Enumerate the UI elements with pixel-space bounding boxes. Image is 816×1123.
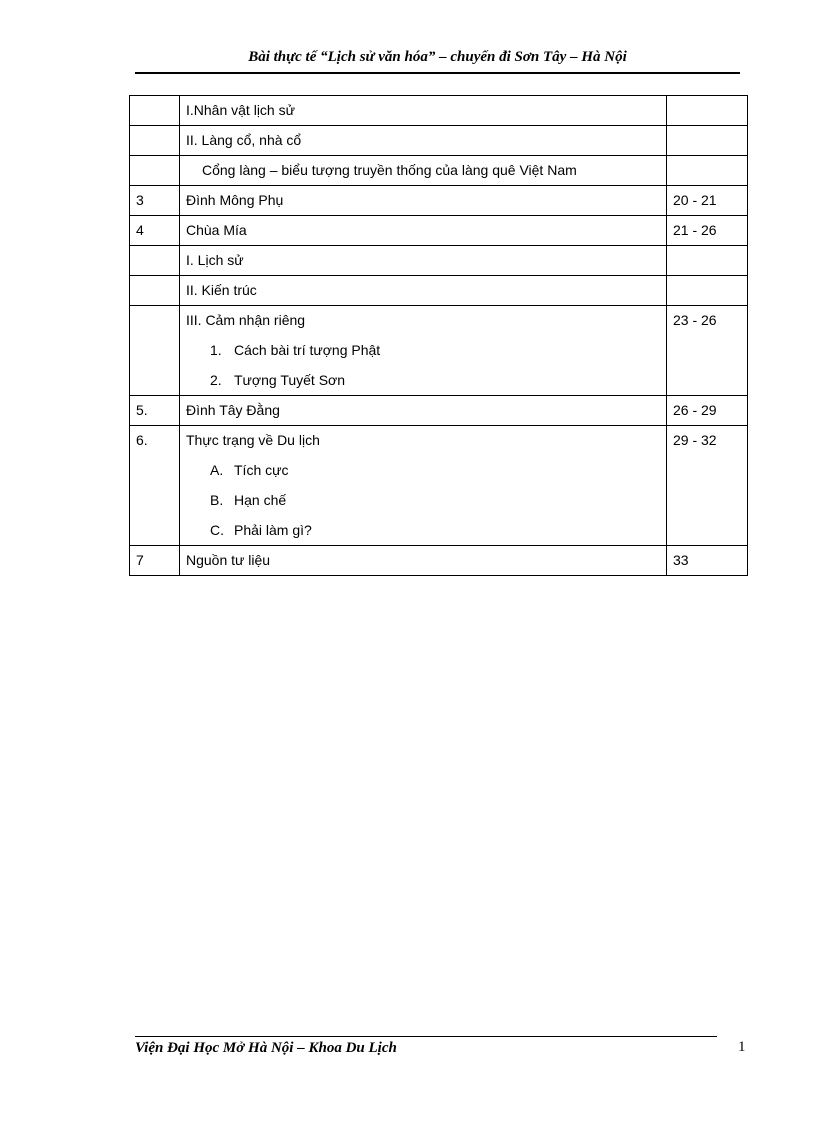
toc-number (130, 306, 180, 396)
toc-sub-mark: B. (210, 492, 224, 508)
toc-number: 4 (130, 216, 180, 246)
toc-pages: 23 - 26 (667, 306, 748, 396)
toc-title: II. Làng cổ, nhà cổ (180, 126, 667, 156)
toc-pages: 26 - 29 (667, 396, 748, 426)
toc-sub-mark: 1. (210, 342, 222, 358)
toc-number (130, 96, 180, 126)
toc-pages: 21 - 26 (667, 216, 748, 246)
toc-sub-text: Tượng Tuyết Sơn (234, 372, 346, 388)
table-row (130, 546, 748, 576)
toc-title (180, 426, 667, 546)
toc-sub-item (186, 340, 661, 360)
toc-title: Chùa Mía (180, 216, 667, 246)
toc-sub-text: Cách bài trí tượng Phật (234, 342, 381, 358)
toc-number (130, 276, 180, 306)
toc-title-text: Cổng làng – biểu tượng truyền thống của làng quê Việt Nam (202, 162, 577, 178)
toc-number: 3 (130, 186, 180, 216)
toc-number (130, 126, 180, 156)
toc-pages: 20 - 21 (667, 186, 748, 216)
table-row (130, 276, 748, 306)
toc-title: II. Kiến trúc (180, 276, 667, 306)
toc-sub-text: Phải làm gì? (234, 522, 312, 538)
toc-pages: 29 - 32 (667, 426, 748, 546)
toc-pages: 33 (667, 546, 748, 576)
table-row (130, 186, 748, 216)
toc-title (180, 156, 667, 186)
toc-title: Đình Tây Đằng (180, 396, 667, 426)
toc-title-text: Thực trạng về Du lịch (186, 432, 320, 448)
table-row (130, 216, 748, 246)
toc-sub-item (186, 370, 661, 390)
toc-number: 5. (130, 396, 180, 426)
table-row (130, 246, 748, 276)
toc-title: Nguồn tư liệu (180, 546, 667, 576)
toc-pages (667, 246, 748, 276)
table-row (130, 126, 748, 156)
toc-pages (667, 126, 748, 156)
table-of-contents (129, 95, 748, 576)
table-row (130, 396, 748, 426)
toc-number (130, 156, 180, 186)
toc-title-text: III. Cảm nhận riêng (186, 312, 306, 328)
toc-title: I.Nhân vật lịch sử (180, 96, 667, 126)
toc-title: I. Lịch sử (180, 246, 667, 276)
page-header-title: Bài thực tế “Lịch sử văn hóa” – chuyến đi Sơn Tây – Hà Nội (248, 49, 627, 65)
toc-sub-text: Tích cực (234, 462, 289, 478)
table-row (130, 96, 748, 126)
toc-sub-text: Hạn chế (234, 492, 287, 508)
table-row (130, 426, 748, 546)
toc-number: 7 (130, 546, 180, 576)
toc-sub-item (186, 520, 661, 540)
page-footer-text: Viện Đại Học Mở Hà Nội – Khoa Du Lịch (135, 1040, 397, 1056)
toc-sub-mark: C. (210, 522, 224, 538)
table-row (130, 156, 748, 186)
header-rule (135, 72, 740, 74)
toc-sub-item (186, 460, 661, 480)
toc-title: Đình Mông Phụ (180, 186, 667, 216)
toc-number (130, 246, 180, 276)
toc-pages (667, 96, 748, 126)
toc-sub-mark: 2. (210, 372, 222, 388)
toc-number: 6. (130, 426, 180, 546)
toc-title (180, 306, 667, 396)
table-row (130, 306, 748, 396)
toc-pages (667, 276, 748, 306)
toc-sub-mark: A. (210, 462, 224, 478)
toc-pages (667, 156, 748, 186)
page-number: 1 (738, 1039, 746, 1055)
toc-sub-item (186, 490, 661, 510)
footer-rule (135, 1036, 717, 1037)
